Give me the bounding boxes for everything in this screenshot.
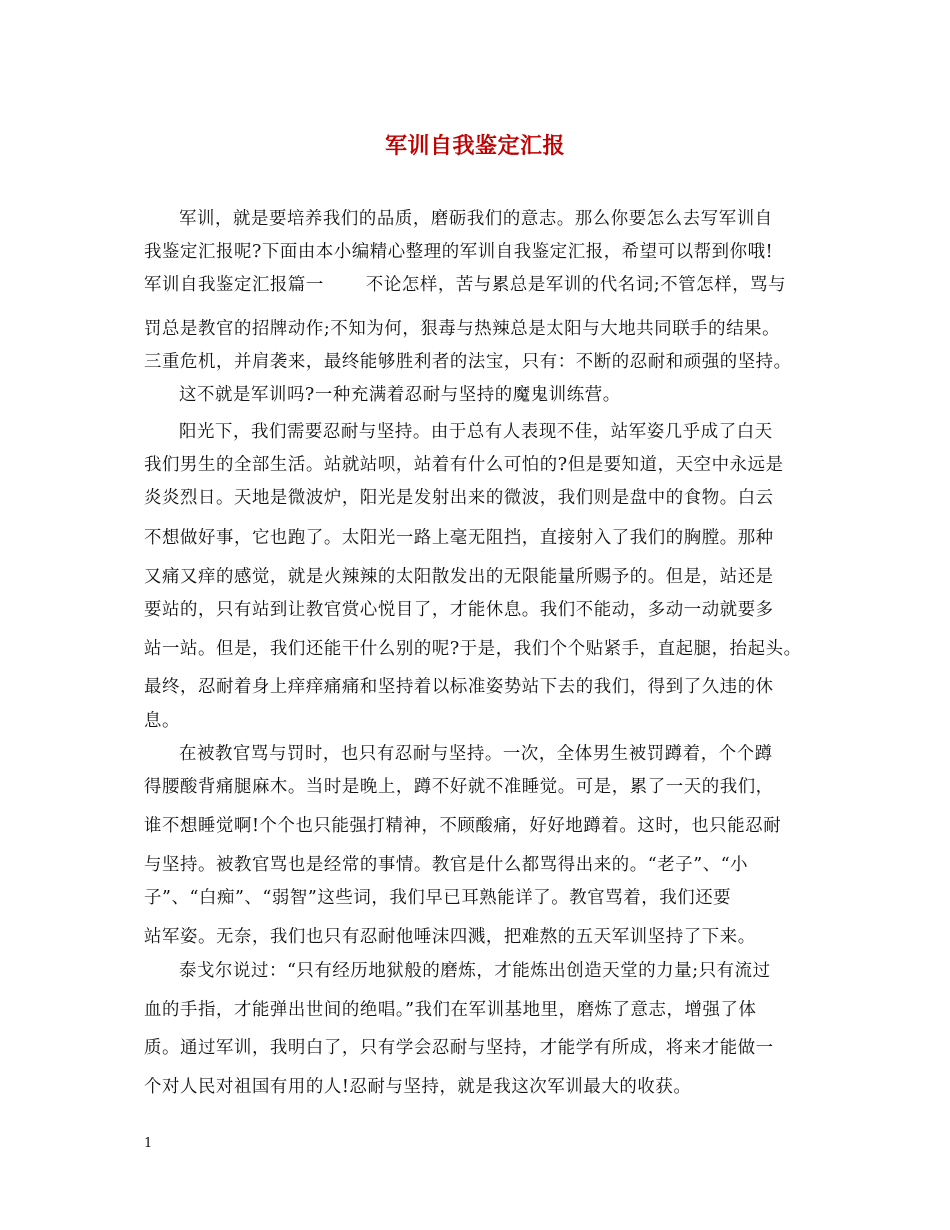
paragraph-line: 这不就是军训吗?一种充满着忍耐与坚持的魔鬼训练营。 — [179, 385, 621, 405]
paragraph-line: 我们男生的全部生活。站就站呗，站着有什么可怕的?但是要知道，天空中永远是 — [144, 455, 784, 475]
paragraph-line: 得腰酸背痛腿麻木。当时是晚上，蹲不好就不准睡觉。可是，累了一天的我们， — [144, 777, 774, 797]
paragraph-line: 谁不想睡觉啊!个个也只能强打精神，不顾酸痛，好好地蹲着。这时，也只能忍耐 — [144, 816, 782, 836]
paragraph-line: 个对人民对祖国有用的人!忍耐与坚持，就是我这次军训最大的收获。 — [144, 1077, 692, 1097]
page-number: 1 — [144, 1136, 153, 1151]
paragraph-line: 军训，就是要培养我们的品质，磨砺我们的意志。那么你要怎么去写军训自 — [179, 209, 773, 229]
paragraph-line: 炎炎烈日。天地是微波炉，阳光是发射出来的微波，我们则是盘中的食物。白云 — [144, 488, 774, 508]
document-title: 军训自我鉴定汇报 — [384, 133, 565, 159]
paragraph-line: 与坚持。被教官骂也是经常的事情。教官是什么都骂得出来的。“老子”、“小 — [144, 855, 749, 875]
paragraph-line: 站军姿。无奈，我们也只有忍耐他唾沫四溅，把难熬的五天军训坚持了下来。 — [144, 927, 756, 947]
paragraph-line: 阳光下，我们需要忍耐与坚持。由于总有人表现不佳，站军姿几乎成了白天 — [179, 422, 773, 442]
paragraph-line: 我鉴定汇报呢?下面由本小编精心整理的军训自我鉴定汇报，希望可以帮到你哦! — [144, 242, 774, 262]
paragraph-line: 最终，忍耐着身上痒痒痛痛和坚持着以标准姿势站下去的我们，得到了久违的休 — [144, 677, 774, 697]
paragraph-line-text: 不论怎样，苦与累总是军训的代名词;不管怎样，骂与 — [365, 275, 787, 295]
paragraph-line — [144, 273, 824, 297]
paragraph-line: 血的手指，才能弹出世间的绝唱。”我们在军训基地里，磨炼了意志，增强了体 — [144, 1000, 757, 1020]
paragraph-line: 息。 — [144, 711, 180, 731]
paragraph-line: 又痛又痒的感觉，就是火辣辣的太阳散发出的无限能量所赐予的。但是，站还是 — [144, 567, 774, 587]
paragraph-line: 站一站。但是，我们还能干什么别的呢?于是，我们个个贴紧手，直起腿，抬起头。 — [144, 639, 802, 659]
paragraph-line: 罚总是教官的招牌动作;不知为何，狠毒与热辣总是太阳与大地共同联手的结果。 — [144, 319, 781, 339]
paragraph-line: 不想做好事，它也跑了。太阳光一路上毫无阻挡，直接射入了我们的胸膛。那种 — [144, 528, 774, 548]
paragraph-line: 要站的，只有站到让教官赏心悦目了，才能休息。我们不能动，多动一动就要多 — [144, 600, 774, 620]
paragraph-line: 三重危机，并肩袭来，最终能够胜利者的法宝，只有：不断的忍耐和顽强的坚持。 — [144, 352, 792, 372]
section-label: 军训自我鉴定汇报篇一 — [144, 275, 324, 295]
paragraph-line: 子”、“白痴”、“弱智”这些词，我们早已耳熟能详了。教官骂着，我们还要 — [144, 888, 732, 908]
paragraph-line: 泰戈尔说过：“只有经历地狱般的磨炼，才能炼出创造天堂的力量;只有流过 — [179, 961, 771, 981]
paragraph-line: 质。通过军训，我明白了，只有学会忍耐与坚持，才能学有所成，将来才能做一 — [144, 1038, 774, 1058]
paragraph-line: 在被教官骂与罚时，也只有忍耐与坚持。一次，全体男生被罚蹲着，个个蹲 — [179, 744, 773, 764]
